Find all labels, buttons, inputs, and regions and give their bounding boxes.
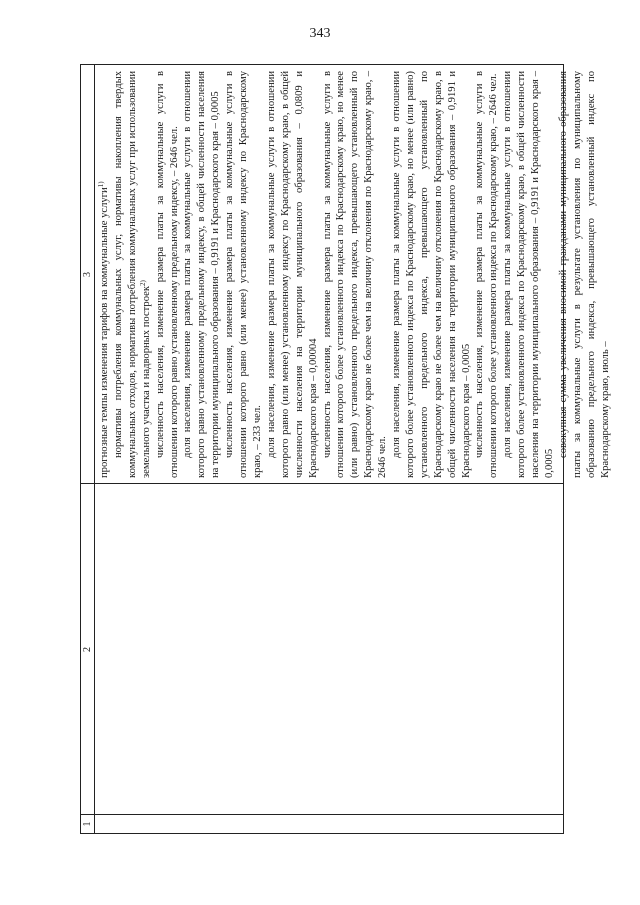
col3-paragraph: численность населения, изменение размера платы за коммунальные услуги в отношении которого более установленного индекса по Краснодарскому краю, но менее (или равно) установленного предельного индекса, превышающего установленный по Краснодарскому краю не более чем на величину отклонения по Краснодарскому краю, – 2646 чел. <box>321 71 389 478</box>
col3-paragraph: доля населения, изменение размера платы за коммунальные услуги в отношении которого более установленного индекса по Краснодарскому краю, в общей численности населения на территории муниципального образования – 0,9191 и Краснодарского края – 0,0005 <box>502 71 555 478</box>
header-col-2: 2 <box>82 647 93 652</box>
col3-paragraph: доля населения, изменение размера платы за коммунальные услуги в отношении которого равно установленному предельному индексу, в общей численности населения на территории муниципального образования – 0,9191 и Краснодарского края – 0,0005 <box>182 71 222 478</box>
col3-paragraph: численность населения, изменение размера платы за коммунальные услуги в отношении которого равно (или менее) установленному индексу по Краснодарскому краю, – 233 чел. <box>224 71 263 478</box>
col3-paragraph: доля населения, изменение размера платы за коммунальные услуги в отношении которого более установленного индекса по Краснодарскому краю, но менее (или равно) установленного предельного индекса, превышающего установленный по Краснодарскому краю не более чем на величину отклонения по Краснодарскому краю, в общей численности населения на территории муниципального образования – 0,9191 и Краснодарского края – 0,0005 <box>391 71 472 478</box>
column-divider-2 <box>81 483 563 484</box>
table-header-row <box>81 65 95 833</box>
col3-paragraph: численность населения, изменение размера платы за коммунальные услуги в отношении которого более установленного индекса по Краснодарскому краю, – 2646 чел. <box>474 71 500 478</box>
col3-paragraph: численность населения, изменение размера платы за коммунальные услуги в отношении которого равно установленному предельному индексу, – 2646 чел. <box>154 71 180 478</box>
column-divider-1 <box>81 814 563 815</box>
page-number: 343 <box>309 26 331 41</box>
col3-heading: прогнозные темпы изменения тарифов на коммунальные услуги$^{1)}$ <box>97 181 110 478</box>
col3-paragraph: доля населения, изменение размера платы за коммунальные услуги в отношении которого равно (или менее) установленному индексу по Краснодарскому краю, в общей численности населения на территории муниципального образования – 0,0809 и Краснодарского края – 0,00004 <box>265 71 319 478</box>
data-table <box>80 64 611 834</box>
header-col-1: 1 <box>82 821 93 827</box>
column-3-content <box>97 71 611 478</box>
table-wrapper <box>80 64 611 834</box>
col3-paragraph: нормативы потребления коммунальных услуг, нормативы накопления твердых коммунальных отходов, нормативы потребления коммунальных услуг при использовании земельного участка и надворных построек$^{2)}$ <box>112 71 152 478</box>
col3-paragraph: совокупная сумма увеличения вносимой гражданами муниципального образования платы за коммунальные услуги в результате установления по муниципальному образованию предельного индекса, превышающего установленный индекс по Краснодарскому краю, июль – <box>557 71 611 478</box>
header-col-3: 3 <box>82 272 93 277</box>
